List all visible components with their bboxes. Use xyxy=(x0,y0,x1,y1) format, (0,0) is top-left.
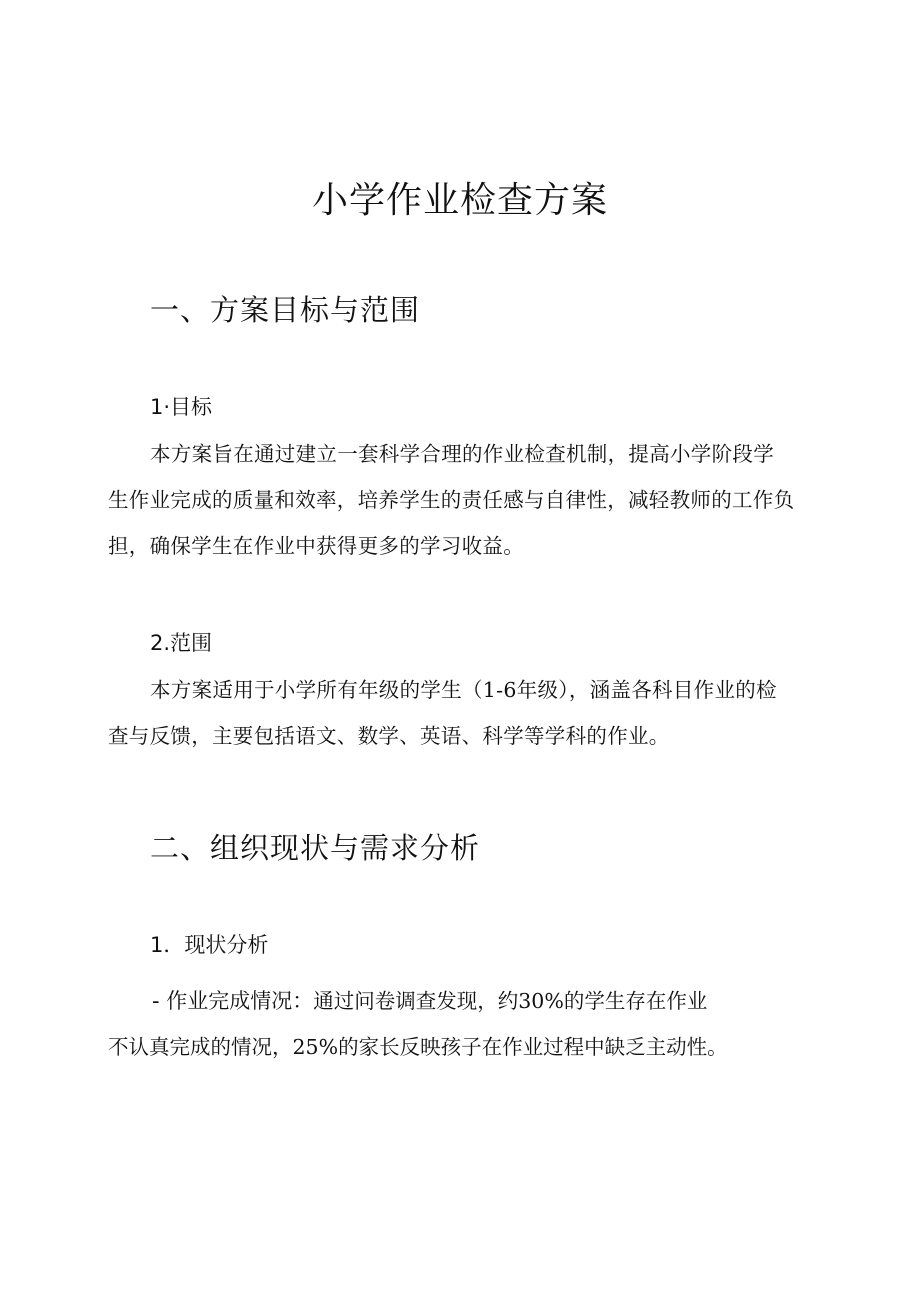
subsection-heading-goal: 1·目标 xyxy=(150,395,213,419)
bullet-lead-label: - 作业完成情况： xyxy=(152,989,314,1013)
paragraph-goal xyxy=(108,431,822,569)
section-heading-goals-scope: 一、方案目标与范围 xyxy=(150,293,421,327)
bullet-line xyxy=(108,978,822,1024)
bullet-line: 不认真完成的情况，25%的家长反映孩子在作业过程中缺乏主动性。 xyxy=(108,1035,728,1059)
subsection-heading-scope: 2.范围 xyxy=(150,631,213,655)
paragraph-line: 查与反馈，主要包括语文、数学、英语、科学等学科的作业。 xyxy=(108,724,670,748)
paragraph-line: 本方案旨在通过建立一套科学合理的作业检查机制，提高小学阶段学 xyxy=(150,442,774,466)
section-heading-status-needs: 二、组织现状与需求分析 xyxy=(150,831,481,865)
paragraph-line: 生作业完成的质量和效率，培养学生的责任感与自律性，减轻教师的工作负 xyxy=(108,488,795,512)
paragraph-line: 担，确保学生在作业中获得更多的学习收益。 xyxy=(108,534,524,558)
subsection-heading-status-analysis: 1．现状分析 xyxy=(150,933,269,957)
document-title: 小学作业检查方案 xyxy=(311,180,608,221)
bullet-text: 通过问卷调查发现，约30%的学生存在作业 xyxy=(313,989,708,1013)
bullet-homework-completion xyxy=(108,978,822,1070)
paragraph-scope xyxy=(108,667,822,759)
paragraph-line: 本方案适用于小学所有年级的学生（1-6年级），涵盖各科目作业的检 xyxy=(150,678,777,702)
